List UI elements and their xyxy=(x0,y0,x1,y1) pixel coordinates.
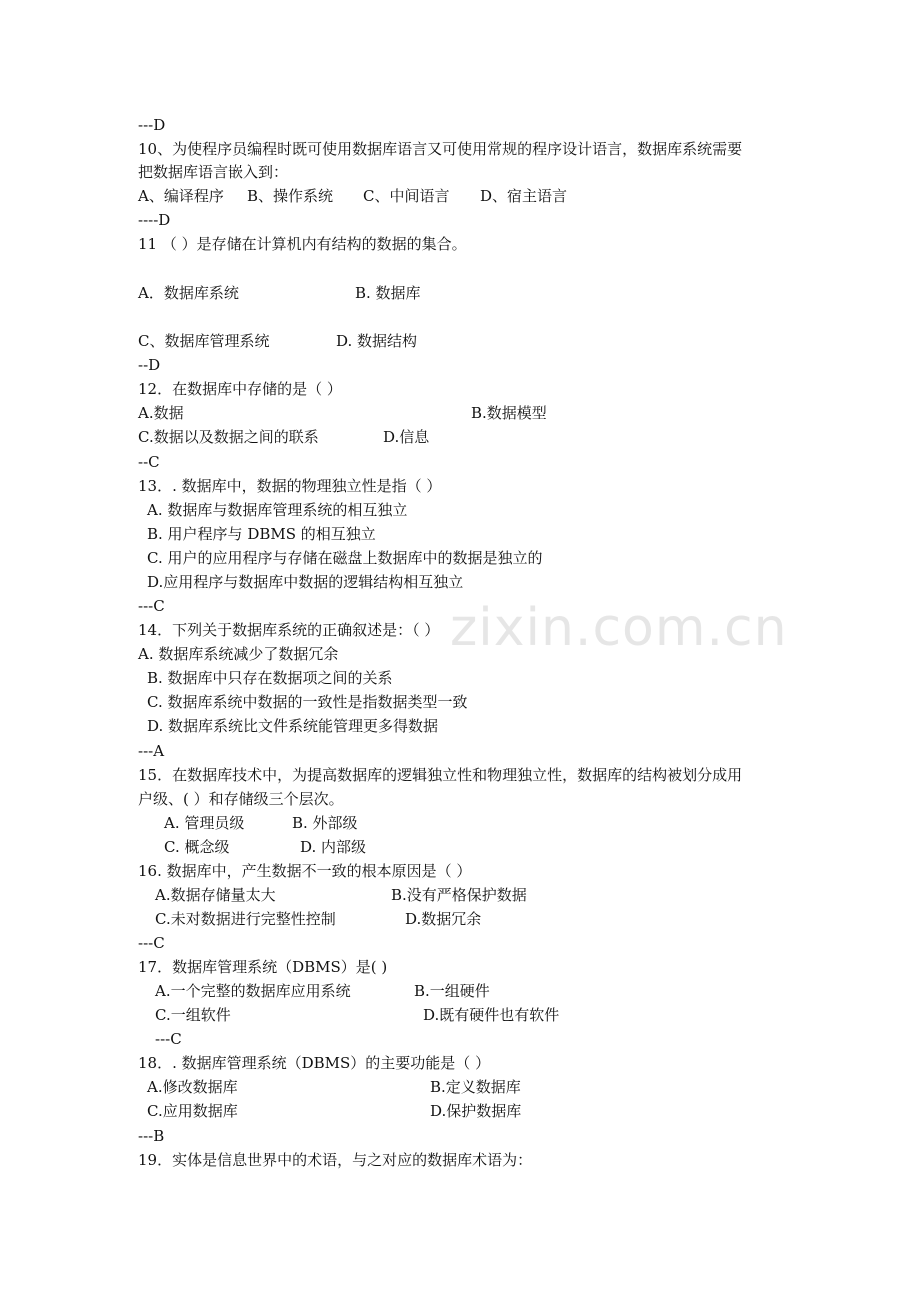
option-a: A.数据 xyxy=(138,404,184,422)
question-17-options-row1 xyxy=(155,981,595,1001)
option-d: D.信息 xyxy=(383,428,430,446)
question-18-text: 18．. 数据库管理系统（DBMS）的主要功能是（ ） xyxy=(138,1054,491,1072)
option-a: A．数据库系统 xyxy=(138,284,239,302)
watermark-text: zixin.com.cn xyxy=(450,598,788,658)
option-c: C.数据以及数据之间的联系 xyxy=(138,428,319,446)
option-d: D. 内部级 xyxy=(300,838,367,856)
option-b: B.定义数据库 xyxy=(430,1078,521,1096)
question-11-options-row2 xyxy=(138,331,538,351)
option-c: C、中间语言 xyxy=(363,187,450,205)
option-b: B. 外部级 xyxy=(292,814,358,832)
option-d: D. 数据结构 xyxy=(336,332,418,350)
option-b: B. 数据库中只存在数据项之间的关系 xyxy=(147,669,393,687)
answer-line: ---C xyxy=(155,1030,182,1048)
question-17-text: 17．数据库管理系统（DBMS）是( ) xyxy=(138,958,388,976)
option-c: C.应用数据库 xyxy=(147,1102,238,1120)
answer-line: ---A xyxy=(138,742,165,760)
question-15-text: 15．在数据库技术中，为提高数据库的逻辑独立性和物理独立性，数据库的结构被划分成用 xyxy=(138,766,743,784)
option-a: A. 管理员级 xyxy=(164,814,245,832)
answer-line: --D xyxy=(138,356,161,374)
question-12-options-row2 xyxy=(138,427,538,447)
answer-line: ---C xyxy=(138,597,165,615)
option-b: B.没有严格保护数据 xyxy=(391,886,527,904)
question-16-text: 16. 数据库中，产生数据不一致的根本原因是（ ） xyxy=(138,862,472,880)
option-a: A. 数据库系统减少了数据冗余 xyxy=(138,645,339,663)
option-c: C、数据库管理系统 xyxy=(138,332,270,350)
answer-line: ---D xyxy=(138,116,166,134)
option-c: C.未对数据进行完整性控制 xyxy=(155,910,336,928)
question-10-text-cont: 把数据库语言嵌入到： xyxy=(138,163,289,181)
question-16-options-row1 xyxy=(155,885,575,905)
question-15-options-row1 xyxy=(164,813,464,833)
option-c: C. 数据库系统中数据的一致性是指数据类型一致 xyxy=(147,693,468,711)
option-d: D.应用程序与数据库中数据的逻辑结构相互独立 xyxy=(147,573,464,591)
option-c: C. 概念级 xyxy=(164,838,230,856)
option-a: A.一个完整的数据库应用系统 xyxy=(155,982,351,1000)
question-13-text: 13．. 数据库中，数据的物理独立性是指（ ） xyxy=(138,477,442,495)
question-11-options-row1 xyxy=(138,283,538,303)
question-12-text: 12．在数据库中存储的是（ ） xyxy=(138,380,342,398)
option-d: D.既有硬件也有软件 xyxy=(423,1006,560,1024)
option-a: A.修改数据库 xyxy=(147,1078,238,1096)
answer-line: --C xyxy=(138,453,160,471)
question-11-text: 11 （ ）是存储在计算机内有结构的数据的集合。 xyxy=(138,235,467,253)
answer-line: ---B xyxy=(138,1127,165,1145)
question-19-text: 19．实体是信息世界中的术语，与之对应的数据库术语为： xyxy=(138,1151,533,1169)
option-b: B. 数据库 xyxy=(355,284,421,302)
question-15-options-row2 xyxy=(164,837,464,857)
option-b: B.数据模型 xyxy=(471,404,547,422)
option-d: D、宿主语言 xyxy=(480,187,568,205)
option-c: C.一组软件 xyxy=(155,1006,231,1024)
option-b: B.一组硬件 xyxy=(414,982,490,1000)
question-18-options-row2 xyxy=(147,1101,567,1121)
option-d: D.保护数据库 xyxy=(430,1102,522,1120)
question-15-text-cont: 户级、( ）和存储级三个层次。 xyxy=(138,790,344,808)
answer-line: ----D xyxy=(138,211,171,229)
answer-line: ---C xyxy=(138,934,165,952)
option-b: B、操作系统 xyxy=(247,187,334,205)
question-14-text: 14．下列关于数据库系统的正确叙述是：（ ） xyxy=(138,621,440,639)
option-a: A、编译程序 xyxy=(138,187,224,205)
question-12-options-row1 xyxy=(138,403,638,423)
option-a: A.数据存储量太大 xyxy=(155,886,276,904)
question-17-options-row2 xyxy=(155,1005,595,1025)
question-16-options-row2 xyxy=(155,909,575,929)
option-d: D.数据冗余 xyxy=(405,910,482,928)
question-10-text: 10、为使程序员编程时既可使用数据库语言又可使用常规的程序设计语言，数据库系统需要 xyxy=(138,140,743,158)
question-10-options xyxy=(138,186,698,206)
option-d: D. 数据库系统比文件系统能管理更多得数据 xyxy=(147,717,439,735)
option-b: B. 用户程序与 DBMS 的相互独立 xyxy=(147,525,376,543)
option-a: A. 数据库与数据库管理系统的相互独立 xyxy=(147,501,408,519)
option-c: C. 用户的应用程序与存储在磁盘上数据库中的数据是独立的 xyxy=(147,549,543,567)
question-18-options-row1 xyxy=(147,1077,567,1097)
